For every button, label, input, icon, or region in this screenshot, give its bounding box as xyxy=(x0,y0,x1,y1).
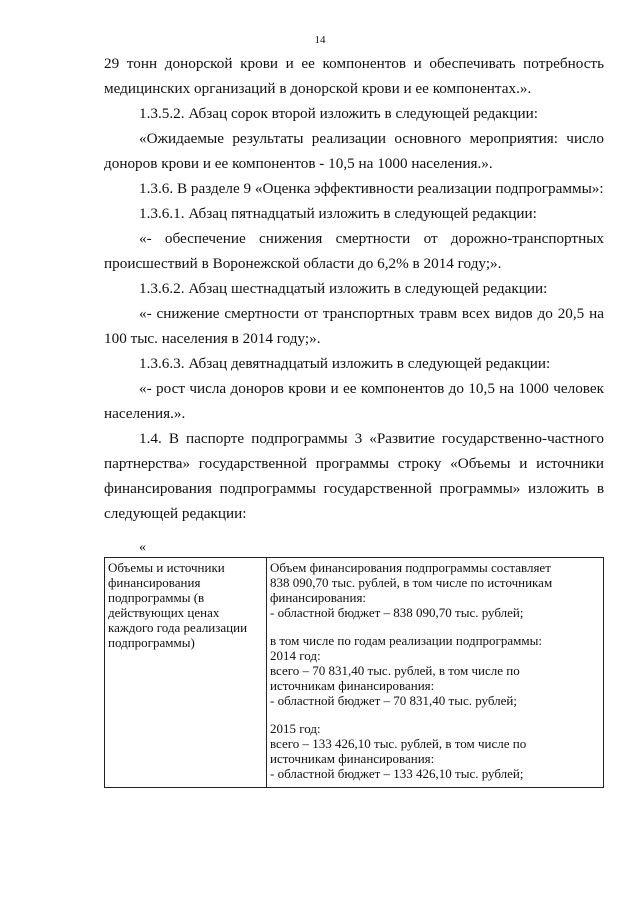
paragraph-1-3-6-2: 1.3.6.2. Абзац шестнадцатый изложить в следующей редакции: xyxy=(139,280,548,297)
year-2015-text: источникам финансирования: xyxy=(270,751,435,766)
year-2014-text: - областной бюджет – 70 831,40 тыс. рублей; xyxy=(270,693,517,708)
financing-total-text: Объем финансирования подпрограммы составляет xyxy=(270,560,551,575)
paragraph-expected-results: «Ожидаемые результаты реализации основного мероприятия: число доноров крови и ее компонентов - 10,5 на 1000 населения.». xyxy=(104,130,604,172)
paragraph-1-3-6-1: 1.3.6.1. Абзац пятнадцатый изложить в следующей редакции: xyxy=(139,205,537,222)
year-2014-text: всего – 70 831,40 тыс. рублей, в том числе по xyxy=(270,663,520,678)
label-line: подпрограммы (в xyxy=(108,590,205,605)
label-line: каждого года реализации xyxy=(108,620,248,635)
financing-table xyxy=(104,557,604,788)
paragraph-road-mortality: «- обеспечение снижения смертности от дорожно-транспортных происшествий в Воронежской области до 6,2% в 2014 году;». xyxy=(104,230,604,272)
spacer xyxy=(270,620,600,633)
paragraph-transport-injuries: «- снижение смертности от транспортных травм всех видов до 20,5 на 100 тыс. населения в 2014 году;». xyxy=(104,305,604,347)
paragraph-1-3-6-3: 1.3.6.3. Абзац девятнадцатый изложить в следующей редакции: xyxy=(139,355,551,372)
table-row xyxy=(105,558,604,788)
financing-by-years-text: в том числе по годам реализации подпрограммы: xyxy=(270,633,542,648)
page-number: 14 xyxy=(314,34,326,46)
year-2015-label: 2015 год: xyxy=(270,721,321,736)
year-2015-text: всего – 133 426,10 тыс. рублей, в том числе по xyxy=(270,736,527,751)
spacer xyxy=(270,708,600,721)
label-line: Объемы и источники xyxy=(108,560,225,575)
label-line: действующих ценах xyxy=(108,605,220,620)
label-line: финансирования xyxy=(108,575,201,590)
paragraph-1-3-5-2: 1.3.5.2. Абзац сорок второй изложить в следующей редакции: xyxy=(139,105,538,122)
year-2014-text: источникам финансирования: xyxy=(270,678,435,693)
table-opening-quote: « xyxy=(139,540,146,555)
paragraph-1-4: 1.4. В паспорте подпрограммы 3 «Развитие государственно-частного партнерства» государственной программы строку «Объемы и источники финансирования подпрограммы государственной программы» изложить в следующей редакции: xyxy=(104,430,604,522)
year-2014-label: 2014 год: xyxy=(270,648,321,663)
financing-total-text: 838 090,70 тыс. рублей, в том числе по источникам xyxy=(270,575,553,590)
paragraph-donor-growth: «- рост числа доноров крови и ее компонентов до 10,5 на 1000 человек населения.». xyxy=(104,380,604,422)
financing-total-text: - областной бюджет – 838 090,70 тыс. рублей; xyxy=(270,605,524,620)
year-2015-text: - областной бюджет – 133 426,10 тыс. рублей; xyxy=(270,766,524,781)
financing-label-cell xyxy=(105,558,267,788)
label-line: подпрограммы) xyxy=(108,635,195,650)
financing-value-cell xyxy=(267,558,604,788)
document-body xyxy=(104,51,604,558)
paragraph-blood-volume: 29 тонн донорской крови и ее компонентов и обеспечивать потребность медицинских организаций в донорской крови и ее компонентах.». xyxy=(104,55,604,97)
financing-total-text: финансирования: xyxy=(270,590,367,605)
paragraph-1-3-6: 1.3.6. В разделе 9 «Оценка эффективности реализации подпрограммы»: xyxy=(139,180,604,197)
